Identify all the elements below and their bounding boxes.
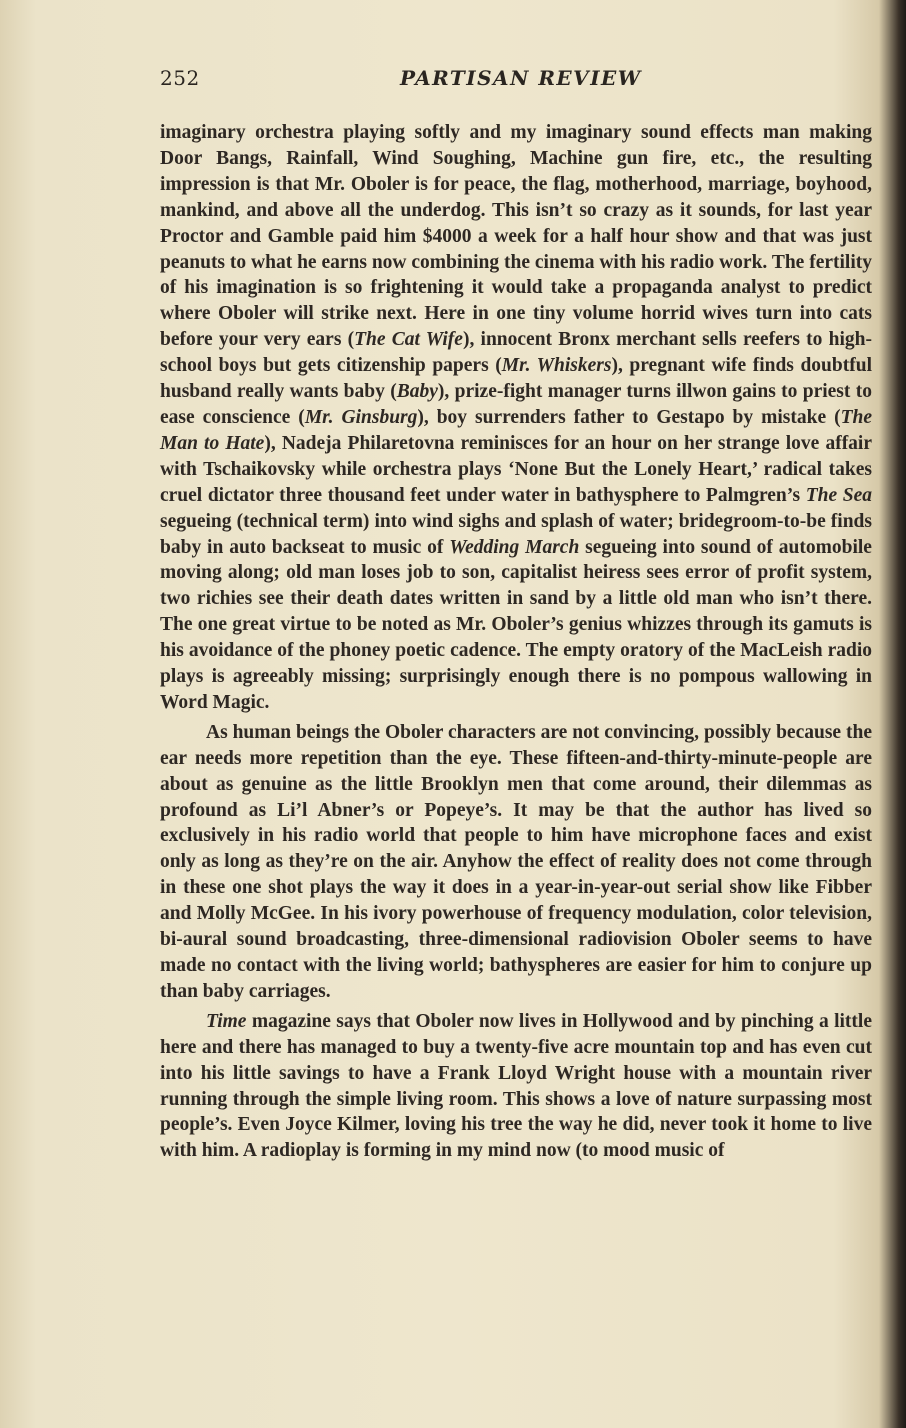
running-title: PARTISAN REVIEW xyxy=(400,66,642,90)
italic-title: Mr. Whiskers xyxy=(501,355,612,377)
text-run: segueing (technical term) into wind sighs and splash of water; bridegroom-to-be finds baby in auto backseat to music of xyxy=(160,510,872,558)
paragraph-p3 xyxy=(160,1009,872,1164)
text-run: As human beings the Oboler characters are not convincing, possibly because the ear needs more repetition than the eye. These fifteen-and-thirty-minute-people are about as genuine as the little Brooklyn men that come around, their dilemmas as profound as Li’l Abner’s or Popeye’s. It may be that the author has lived so exclusively in his radio world that people to him have microphone faces and exist only as long as they’re on the air. Anyhow the effect of reality does not come through in these one shot plays the way it does in a year-in-year-out serial show like Fibber and Molly McGee. In his ivory powerhouse of frequency modulation, color television, bi-aural sound broadcasting, three-dimensional radiovision Oboler seems to have made no contact with the living world; bathyspheres are easier for him to conjure up than baby carriages. xyxy=(160,721,872,1002)
text-run: segueing into sound of automobile moving along; old man loses job to son, capitalist heiress sees error of profit system, two richies see their death dates written in sand by a little old man who isn’t there. The one great virtue to be noted as Mr. Oboler’s genius whizzes through its gamuts is his avoidance of the phoney poetic cadence. The empty oratory of the MacLeish radio plays is agreeably missing; surprisingly enough there is no pompous wallowing in Word Magic. xyxy=(160,536,872,713)
page-header xyxy=(160,66,872,98)
italic-title: The Cat Wife xyxy=(354,329,463,351)
italic-title: Time xyxy=(206,1010,247,1032)
italic-title: The Sea xyxy=(805,484,872,506)
italic-title: Baby xyxy=(396,381,438,403)
page-number: 252 xyxy=(160,66,200,90)
text-run: imaginary orchestra playing softly and my imaginary sound effects man making Door Bangs, Rainfall, Wind Soughing, Machine gun fire, etc., the resulting impression is that Mr. Oboler is for peace, the flag, motherhood, marriage, boyhood, mankind, and above all the underdog. This isn’t so crazy as it sounds, for last year Proctor and Gamble paid him $4000 a week for a half hour show and that was just peanuts to what he earns now combining the cinema with his radio work. The fertility of his imagination is so frightening it would take a propaganda analyst to predict where Oboler will strike next. Here in one tiny volume horrid wives turn into cats before your very ears ( xyxy=(160,122,872,351)
text-run: ), innocent Bronx merchant sells reefers to high-school boys but gets citizenship papers ( xyxy=(160,329,872,377)
text-run: ), pregnant wife finds doubtful husband really wants baby ( xyxy=(160,355,872,403)
text-run: ), prize-fight manager turns illwon gains to priest to ease conscience ( xyxy=(160,381,872,428)
italic-title: Wedding March xyxy=(449,536,580,558)
text-run: ), boy surrenders father to Gestapo by mistake ( xyxy=(417,406,841,428)
body-text xyxy=(160,120,872,1164)
text-run: ), Nadeja Philaretovna reminisces for an hour on her strange love affair with Tschaikovsky while orchestra plays ‘None But the Lonely Heart,’ radical takes cruel dictator three thousand feet under water in bathysphere to Palmgren’s xyxy=(160,432,873,506)
text-run: magazine says that Oboler now lives in Hollywood and by pinching a little here and there has managed to buy a twenty-five acre mountain top and has even cut into his little savings to have a Frank Lloyd Wright house with a mountain river running through the simple living room. This shows a love of nature surpassing most people’s. Even Joyce Kilmer, loving his tree the way he did, never took it home to live with him. A radioplay is forming in my mind now (to mood music of xyxy=(160,1010,872,1162)
italic-title: The Man to Hate xyxy=(160,406,873,454)
paragraph-p1 xyxy=(160,120,872,716)
italic-title: Mr. Ginsburg xyxy=(304,406,418,428)
paragraph-p2 xyxy=(160,720,872,1005)
